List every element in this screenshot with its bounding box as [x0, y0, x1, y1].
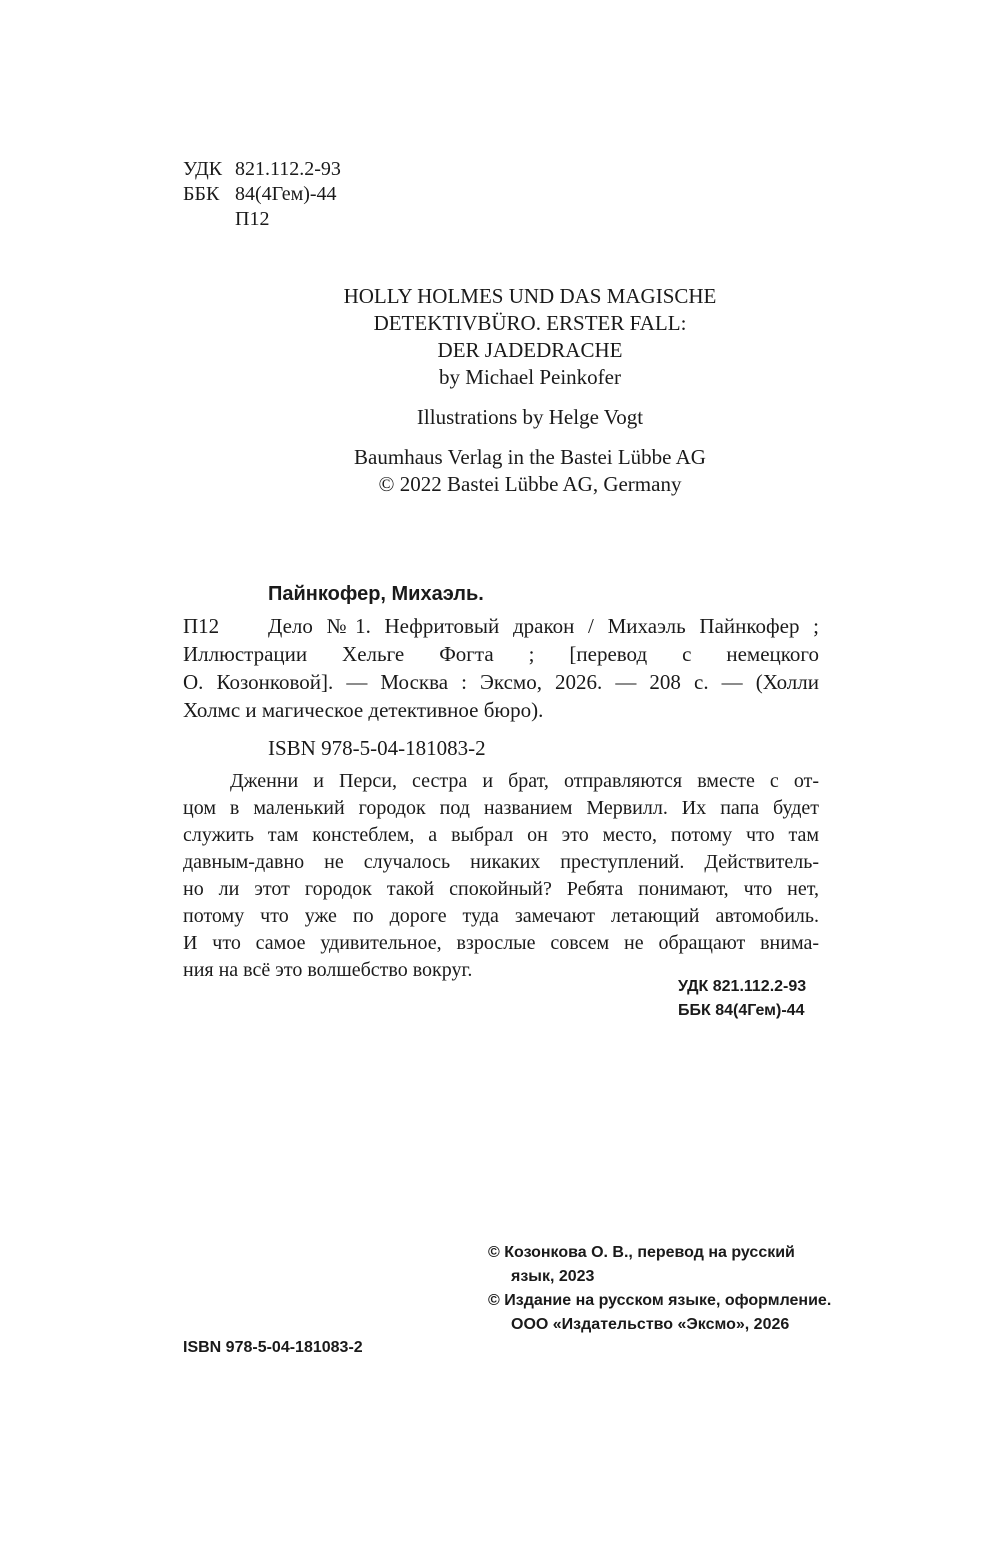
copyright-translation: © Козонкова О. В., перевод на русский язык, 2023	[488, 1244, 795, 1285]
record-body	[183, 612, 819, 724]
annotation-line: цом в маленький городок под названием Мервилл. Их папа будет	[183, 797, 819, 819]
bbk-label: ББК	[183, 183, 220, 205]
original-title-line: DER JADEDRACHE	[437, 338, 623, 362]
bibliographic-record	[183, 580, 819, 762]
copyright-notices	[488, 1241, 833, 1337]
annotation-line: ния на всё это волшебство вокруг.	[183, 959, 473, 981]
original-title-line: HOLLY HOLMES UND DAS MAGISCHE	[343, 284, 717, 308]
annotation-line: давным-давно не случалось никаких преступлений. Действитель-	[183, 851, 819, 873]
author-mark: П12	[235, 208, 270, 230]
annotation-line: Дженни и Перси, сестра и брат, отправляются вместе с от-	[230, 770, 819, 792]
copyright-edition: © Издание на русском языке, оформление. ООО «Издательство «Эксмо», 2026	[488, 1292, 832, 1333]
udk-value: 821.112.2-93	[235, 158, 341, 180]
footer-isbn: ISBN 978-5-04-181083-2	[183, 1339, 363, 1356]
original-author-line: by Michael Peinkofer	[439, 365, 621, 389]
footer-classification	[678, 975, 806, 1023]
annotation-line: потому что уже по дороге туда замечают летающий автомобиль.	[183, 905, 819, 927]
annotation-line: служить там констеблем, а выбрал он это место, потому что там	[183, 824, 819, 846]
original-copyright-line: © 2022 Bastei Lübbe AG, Germany	[378, 472, 682, 496]
illustrations-line: Illustrations by Helge Vogt	[416, 405, 644, 429]
annotation-line: И что самое удивительное, взрослые совсем не обращают внима-	[183, 932, 819, 954]
annotation	[183, 768, 819, 984]
original-title-line: DETEKTIVBÜRO. ERSTER FALL:	[373, 311, 687, 335]
publisher-line: Baumhaus Verlag in the Bastei Lübbe AG	[354, 445, 706, 469]
footer-bbk: ББК 84(4Гем)-44	[678, 1002, 805, 1019]
description-line: Дело №1. Нефритовый дракон / Михаэль Пайнкофер ;	[268, 614, 819, 638]
description-line: О. Козонковой]. — Москва : Эксмо, 2026. — 208 с. — (Холли	[183, 670, 819, 694]
record-isbn: ISBN 978-5-04-181083-2	[268, 736, 486, 760]
description-line: Иллюстрации Хельге Фогта ; [перевод с немецкого	[183, 642, 819, 666]
classification-block	[183, 157, 341, 232]
author-heading: Пайнкофер, Михаэль.	[268, 583, 484, 605]
original-title-block	[270, 283, 790, 391]
udk-label: УДК	[183, 158, 223, 180]
footer-udk: УДК 821.112.2-93	[678, 978, 807, 995]
annotation-line: но ли этот городок такой спокойный? Ребята понимают, что нет,	[183, 878, 819, 900]
description-line: Холмс и магическое детективное бюро).	[183, 698, 544, 722]
udk-row	[183, 157, 341, 182]
bbk-row	[183, 182, 341, 207]
author-mark-row	[183, 207, 341, 232]
illustrations-credit	[270, 404, 790, 431]
bbk-value: 84(4Гем)-44	[235, 183, 337, 205]
original-publisher-block	[270, 444, 790, 498]
record-author-mark: П12	[183, 614, 220, 638]
